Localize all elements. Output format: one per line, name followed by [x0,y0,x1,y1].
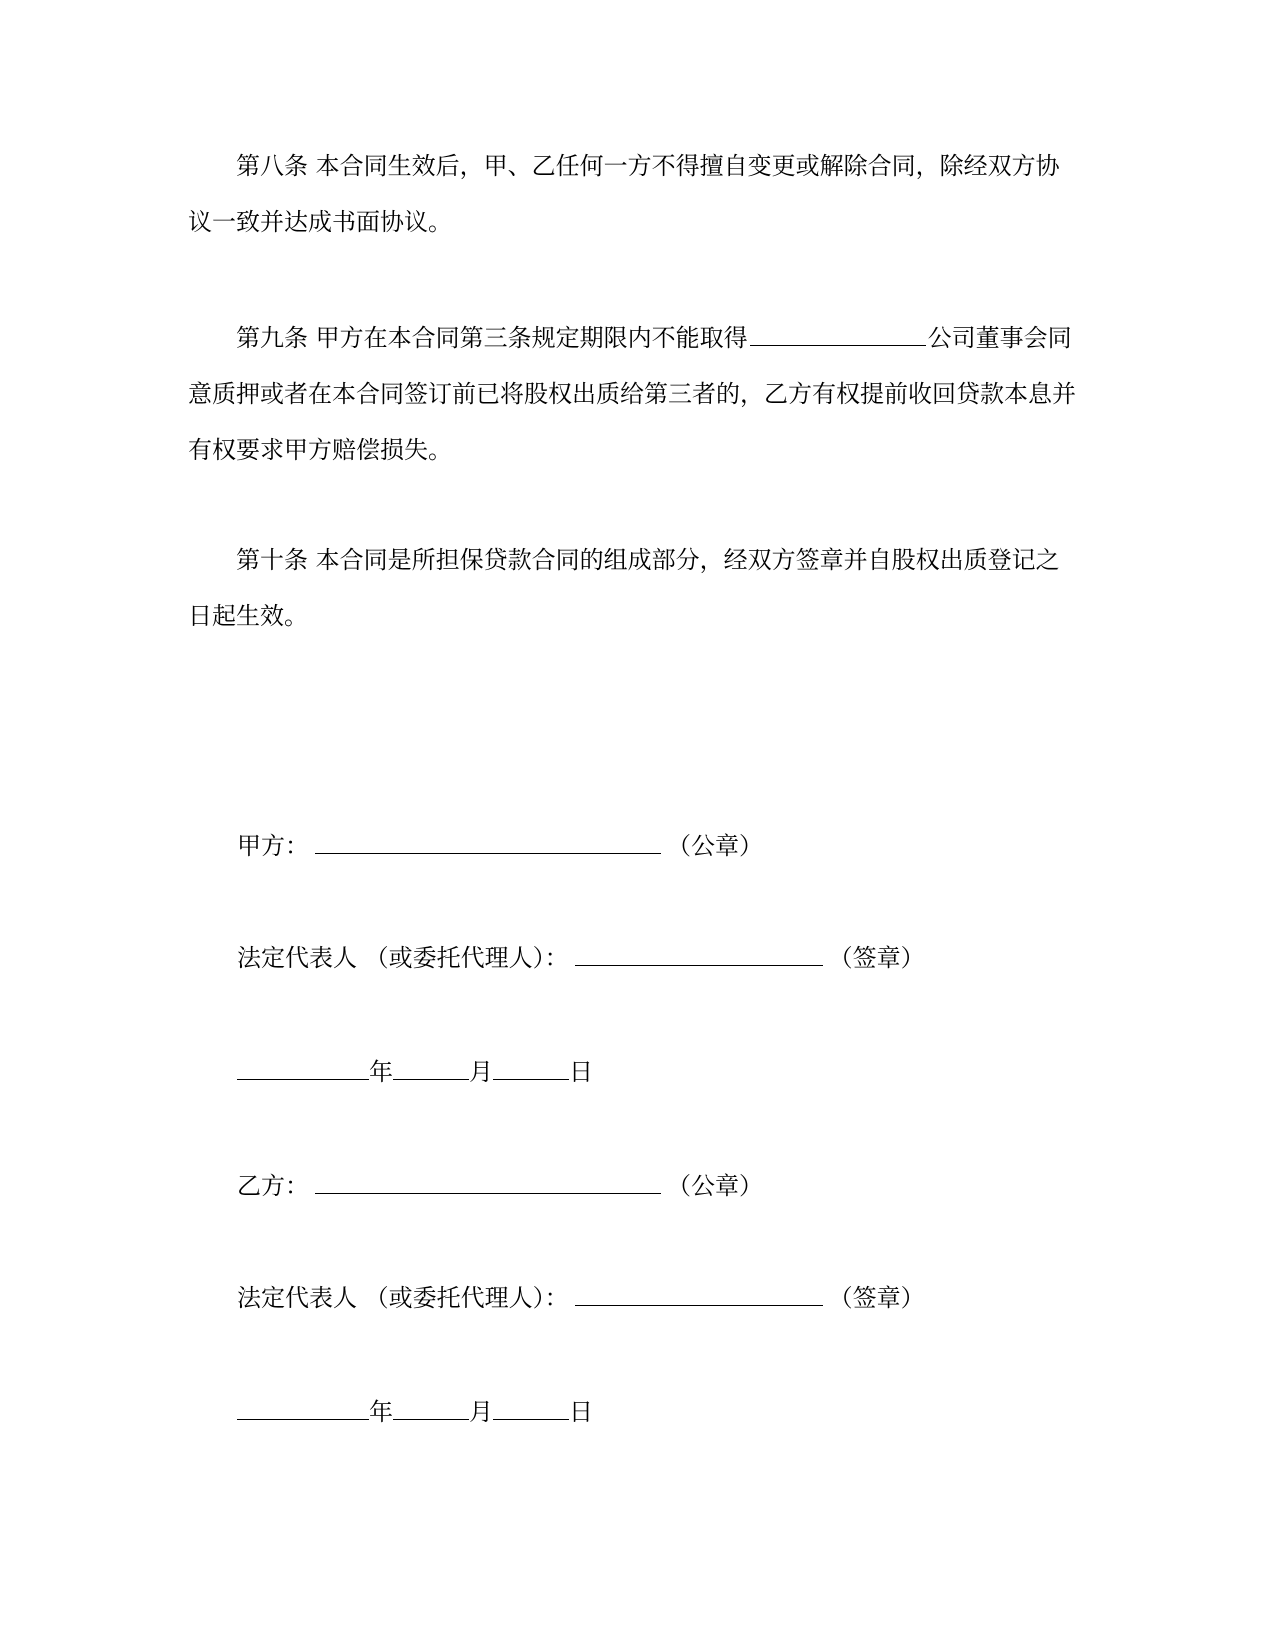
rep-a-seal: （签章） [828,944,925,972]
rep-b-seal: （签章） [828,1284,925,1312]
party-a-blank[interactable] [315,833,661,854]
article-8 [188,138,1083,250]
article-9 [188,310,1083,478]
date-b-line [237,1392,593,1432]
rep-b-label: 法定代表人 （或委托代理人）： [237,1284,569,1312]
rep-a-line [237,938,925,978]
date-a-month-label: 月 [469,1058,493,1086]
party-b-blank[interactable] [315,1173,661,1194]
date-a-day-blank[interactable] [493,1059,569,1080]
date-b-month-label: 月 [469,1398,493,1426]
date-b-month-blank[interactable] [393,1399,469,1420]
date-a-year-label: 年 [369,1058,393,1086]
article-9-text-after: 公司董事会同意质押或者在本合同签订前已将股权出质给第三者的，乙方有权提前收回贷款本息并有权要求甲方赔偿损失。 [188,324,1076,464]
date-a-month-blank[interactable] [393,1059,469,1080]
date-a-day-label: 日 [569,1058,593,1086]
article-10 [188,532,1083,644]
article-9-text-before: 第九条 甲方在本合同第三条规定期限内不能取得 [236,324,748,352]
rep-a-blank[interactable] [575,945,823,966]
date-a-year-blank[interactable] [237,1059,369,1080]
rep-b-blank[interactable] [575,1285,823,1306]
party-b-seal: （公章） [667,1172,763,1200]
date-b-day-label: 日 [569,1398,593,1426]
party-a-seal: （公章） [667,832,763,860]
party-a-line [237,826,763,866]
article-10-text: 第十条 本合同是所担保贷款合同的组成部分，经双方签章并自股权出质登记之日起生效。 [188,546,1060,630]
date-b-year-blank[interactable] [237,1399,369,1420]
party-b-label: 乙方： [237,1172,309,1200]
party-b-line [237,1166,763,1206]
company-name-blank[interactable] [750,325,926,346]
date-a-line [237,1052,593,1092]
date-b-day-blank[interactable] [493,1399,569,1420]
article-8-text: 第八条 本合同生效后，甲、乙任何一方不得擅自变更或解除合同，除经双方协议一致并达成书面协议。 [188,152,1060,236]
rep-a-label: 法定代表人 （或委托代理人）： [237,944,569,972]
date-b-year-label: 年 [369,1398,393,1426]
rep-b-line [237,1278,925,1318]
party-a-label: 甲方： [237,832,309,860]
